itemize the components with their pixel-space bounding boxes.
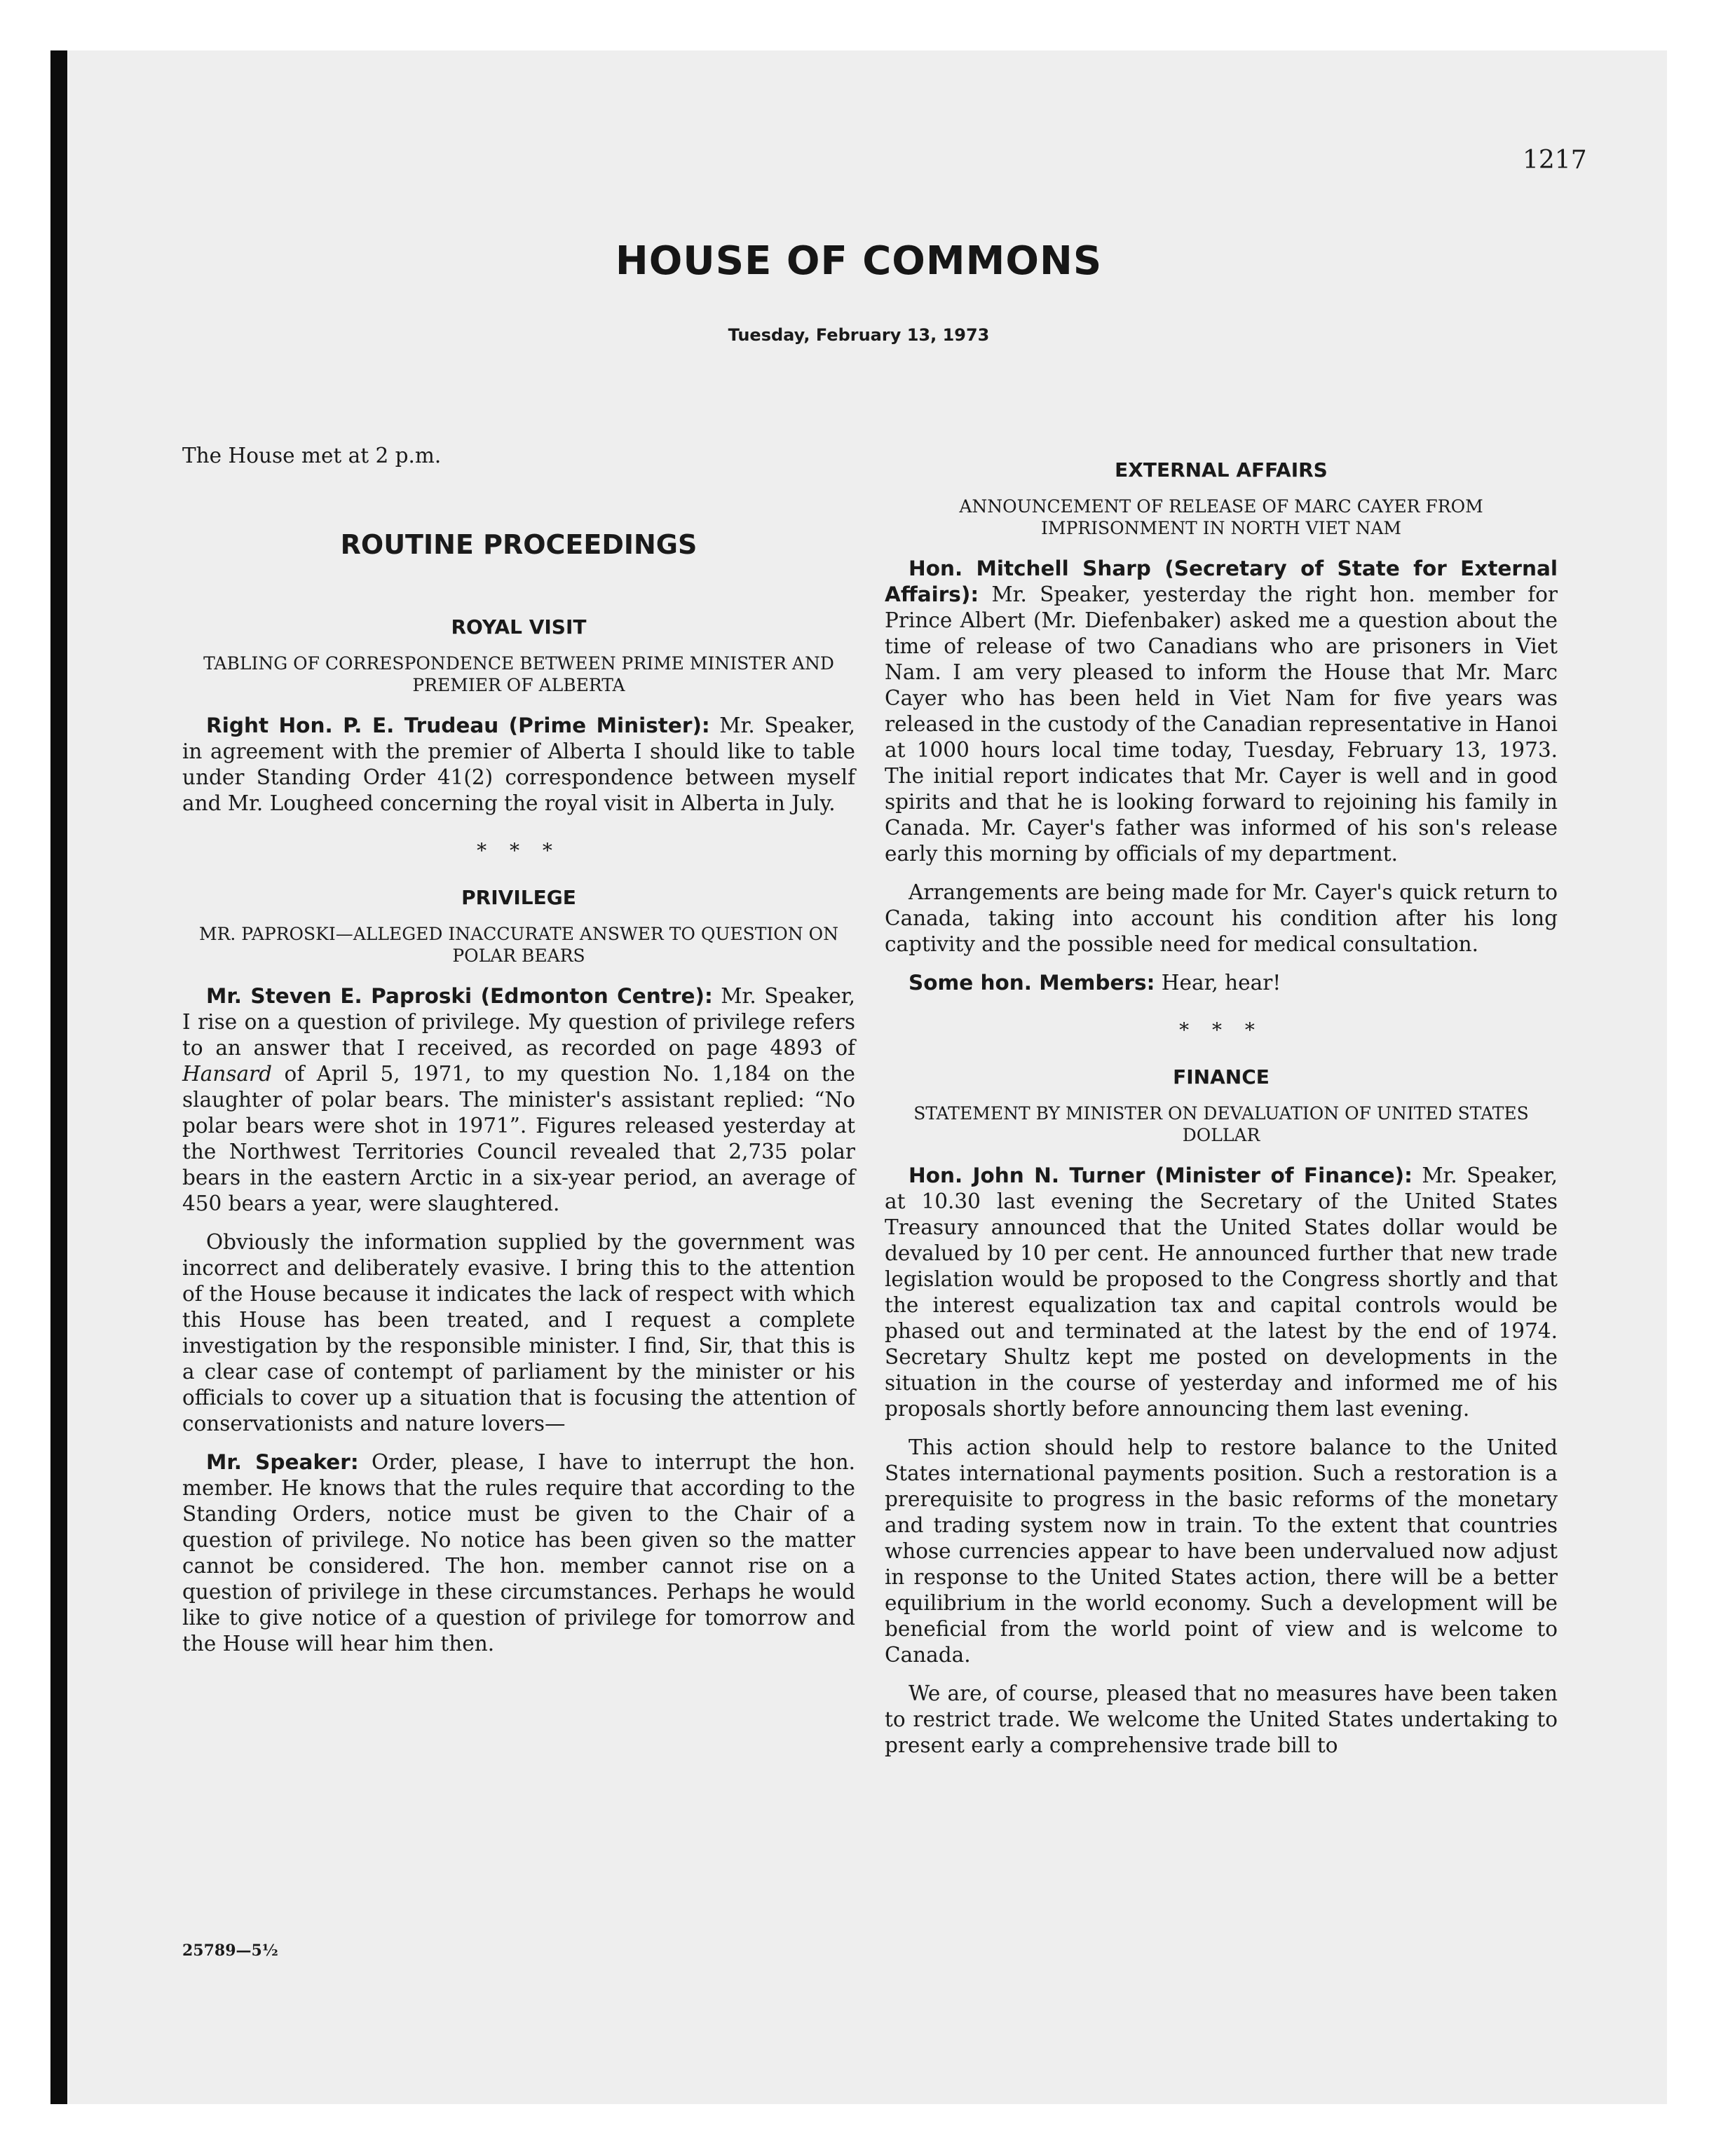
paproski-statement <box>182 983 855 1217</box>
page-title: HOUSE OF COMMONS <box>615 238 1103 284</box>
speaker-name: Right Hon. P. E. Trudeau (Prime Minister): <box>206 714 710 737</box>
section-separator: * * * <box>1179 1018 1263 1042</box>
heading-routine-proceedings: ROUTINE PROCEEDINGS <box>340 529 698 560</box>
scanned-page <box>50 50 1667 2104</box>
sharp-statement-continued: Arrangements are being made for Mr. Cayer's quick return to Canada, taking into account his condition after his long captivity and the possible need for medical consultation. <box>885 880 1558 956</box>
left-column <box>182 443 855 1670</box>
subheading-marc-cayer: ANNOUNCEMENT OF RELEASE OF MARC CAYER FROM IMPRISONMENT IN NORTH VIET NAM <box>959 496 1483 538</box>
turner-statement <box>885 1163 1558 1422</box>
heading-finance: FINANCE <box>1173 1065 1270 1089</box>
heading-privilege: PRIVILEGE <box>461 886 576 909</box>
heading-royal-visit: ROYAL VISIT <box>451 615 587 639</box>
speaker-name: Mr. Speaker: <box>206 1450 359 1474</box>
members-response <box>885 970 1558 996</box>
section-separator: * * * <box>477 839 561 862</box>
subheading-tabling-correspondence: TABLING OF CORRESPONDENCE BETWEEN PRIME MINISTER AND PREMIER OF ALBERTA <box>203 653 834 695</box>
paproski-statement-continued: Obviously the information supplied by the government was incorrect and deliberately evasive. I bring this to the attention of the House because it indicates the lack of respect with which this House has been treated, and I request a complete investigation by the responsible minister. I find, Sir, that this is a clear case of contempt of parliament by the minister or his officials to cover up a situation that is focusing the attention of conservationists and nature lovers— <box>182 1230 855 1435</box>
speaker-name: Some hon. Members: <box>909 971 1155 995</box>
speaker-name: Hon. Mitchell Sharp (Secretary of State for External Affairs): <box>885 557 1558 606</box>
turner-statement-continued: We are, of course, pleased that no measures have been taken to restrict trade. We welcome the United States undertaking to present early a comprehensive trade bill to <box>885 1681 1558 1757</box>
page-number: 1217 <box>1523 146 1587 175</box>
subheading-polar-bears: MR. PAPROSKI—ALLEGED INACCURATE ANSWER TO QUESTION ON POLAR BEARS <box>198 924 838 966</box>
hansard-title: Hansard <box>182 1062 273 1086</box>
sitting-date: Tuesday, February 13, 1973 <box>728 325 990 345</box>
speech-text: Mr. Speaker, at 10.30 last evening the Secretary of the United States Treasury announced that the United States dollar would be devalued by 10 per cent. He announced further that new trade legislation would be proposed to the Congress shortly and that the interest equalization tax and capital controls would be phased out and terminated at the latest by the end of 1974. Secretary Shultz kept me posted on developments in the situation in the course of yesterday and informed me of his proposals shortly before announcing them last evening. <box>885 1164 1558 1421</box>
speaker-name: Hon. John N. Turner (Minister of Finance): <box>909 1164 1413 1187</box>
speech-text: Mr. Speaker, in agreement with the premier of Alberta I should like to table under Standing Order 41(2) correspondence between myself and Mr. Lougheed concerning the royal visit in Alberta in July. <box>182 714 855 815</box>
subheading-devaluation: STATEMENT BY MINISTER ON DEVALUATION OF UNITED STATES DOLLAR <box>913 1103 1529 1145</box>
heading-external-affairs: EXTERNAL AFFAIRS <box>1115 458 1328 482</box>
print-reference: 25789—5½ <box>182 1942 278 1960</box>
speech-text: Order, please, I have to interrupt the hon. member. He knows that the rules require that according to the Standing Orders, notice must be given to the Chair of a question of privilege. No notice has been given so the matter cannot be considered. The hon. member cannot rise on a question of privilege in these circumstances. Perhaps he would like to give notice of a question of privilege for tomorrow and the House will hear him then. <box>182 1450 855 1656</box>
speech-text: Mr. Speaker, I rise on a question of privilege. My question of privilege refers to an answer that I received, as recorded on page 4893 of <box>182 984 855 1060</box>
turner-statement-continued: This action should help to restore balance to the United States international payments position. Such a restoration is a prerequisite to progress in the basic reforms of the monetary and trading system now in train. To the extent that countries whose currencies appear to have been undervalued now adjust in response to the United States action, there will be a better equilibrium in the world economy. Such a development will be beneficial from the world point of view and is welcome to Canada. <box>885 1435 1558 1667</box>
speech-text: Mr. Speaker, yesterday the right hon. member for Prince Albert (Mr. Diefenbaker) asked me a question about the time of release of two Canadians who are prisoners in Viet Nam. I am very pleased to inform the House that Mr. Marc Cayer who has been held in Viet Nam for five years was released in the custody of the Canadian representative in Hanoi at 1000 hours local time today, Tuesday, February 13, 1973. The initial report indicates that Mr. Cayer is well and in good spirits and that he is looking forward to rejoining his family in Canada. Mr. Cayer's father was informed of his son's release early this morning by officials of my department. <box>885 582 1558 866</box>
speech-text: Hear, hear! <box>1155 971 1281 995</box>
sharp-statement <box>885 556 1558 867</box>
house-met-line: The House met at 2 p.m. <box>182 444 442 468</box>
trudeau-statement <box>182 713 855 817</box>
scan-edge-shadow <box>50 50 67 2104</box>
speaker-name: Mr. Steven E. Paproski (Edmonton Centre): <box>206 984 713 1008</box>
right-column <box>885 457 1558 1771</box>
speech-text: of April 5, 1971, to my question No. 1,184 on the slaughter of polar bears. The minister's assistant replied: “No polar bears were shot in 1971”. Figures released yesterday at the Northwest Territories Council revealed that 2,735 polar bears in the eastern Arctic in a six-year period, an average of 450 bears a year, were slaughtered. <box>182 1062 855 1215</box>
speaker-ruling <box>182 1449 855 1657</box>
